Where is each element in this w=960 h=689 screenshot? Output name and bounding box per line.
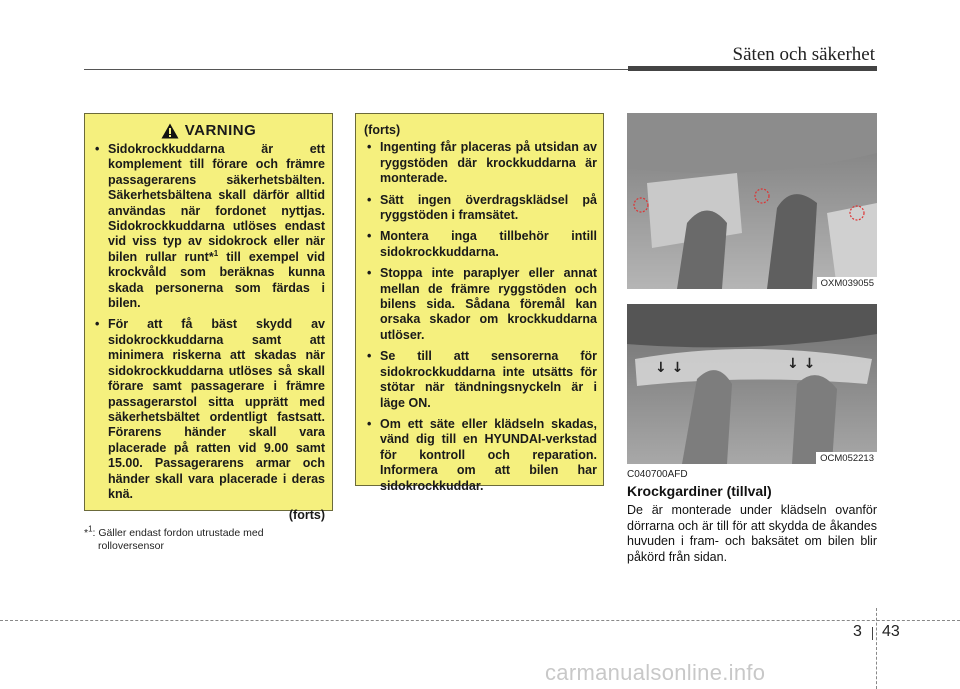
svg-text:↓ ↓: ↓ ↓	[655, 360, 684, 376]
svg-text:↓ ↓: ↓ ↓	[787, 356, 816, 372]
watermark: carmanualsonline.info	[545, 660, 766, 685]
warning-list	[92, 142, 325, 502]
footer-dashed-line	[0, 620, 960, 621]
header-rule-thick	[628, 66, 877, 71]
header-rule-thin	[84, 69, 629, 70]
continuation-list	[364, 140, 597, 494]
page-number-separator	[872, 627, 873, 640]
section-heading: Krockgardiner (tillval)	[627, 483, 772, 499]
figure-caption: OXM039055	[817, 277, 877, 289]
list-item: • För att få bäst skydd av sidokrockkuddarna samt att minimera riskerna att skadas när sidokrockkuddarna utlöses så skall förare samt passagerare i främre passagerarstol sitta upprätt med säkerhetsbältet ordentligt fastsatt. Förarens händer skall vara placerade på ratten vid 9.00 samt 15.00. Passagerarens armar och händer skall vara placerade i deras knä.	[92, 317, 325, 502]
warning-triangle-icon	[161, 123, 179, 139]
list-item: • Se till att sensorerna för sidokrockkuddarna inte utsätts för stötar när tändningsnyckeln är i läge ON.	[364, 349, 597, 411]
section-code: C040700AFD	[627, 469, 688, 480]
figure-interior-photo-1	[627, 113, 877, 289]
footnote: *$^1$: Gäller endast fordon utrustade med rolloversensor	[84, 524, 264, 552]
list-item: • Sidokrockkuddarna är ett komplement till förare och främre passagerarens säkerhetsbälten. Säkerhetsbältena skall därför alltid användas när fordonet nyttjas. Sidokrockkuddarna utlöses endast vid viss typ av sidokrock eller när bilen rullar runt*$^1$ till exempel vid krockvåld som beräknas kunna skada personerna som färdas i bilen.	[92, 142, 325, 311]
warning-forts: (forts)	[288, 508, 325, 523]
curtain-airbag-illustration	[627, 304, 877, 464]
figure-caption: OCM052213	[816, 452, 877, 464]
warning-heading	[92, 123, 325, 139]
warning-box	[84, 113, 333, 523]
list-item: • Stoppa inte paraplyer eller annat mellan de främre ryggstöden och bilens sida. Sådana föremål kan orsaka skador om krockkuddarna utlöser.	[364, 266, 597, 343]
list-item: • Om ett säte eller klädseln skadas, vänd dig till en HYUNDAI-verkstad för kontroll och reparation. Informera om att bilen har sidokrockkuddar.	[364, 417, 597, 494]
list-item: • Ingenting får placeras på utsidan av ryggstöden där krockkuddarna är monterade.	[364, 140, 597, 186]
figure-interior-photo-2	[627, 304, 877, 464]
section-body: De är monterade under klädseln ovanför dörrarna och är till för att skydda de åkandes huvuden i fram- och baksätet om bilen blir påkörd från sidan.	[627, 503, 877, 564]
continuation-box	[355, 113, 604, 493]
warning-title: VARNING	[184, 122, 257, 140]
footer-dashed-vertical	[876, 608, 877, 689]
interior-seats-illustration	[627, 113, 877, 289]
page-header-title: Säten och säkerhet	[732, 44, 875, 65]
continuation-title: (forts)	[364, 123, 401, 137]
list-item: • Sätt ingen överdragsklädsel på ryggstöden i framsätet.	[364, 193, 597, 224]
page-number: 43	[882, 623, 900, 640]
chapter-number: 3	[853, 623, 862, 640]
list-item: • Montera inga tillbehör intill sidokrockkuddarna.	[364, 229, 597, 260]
